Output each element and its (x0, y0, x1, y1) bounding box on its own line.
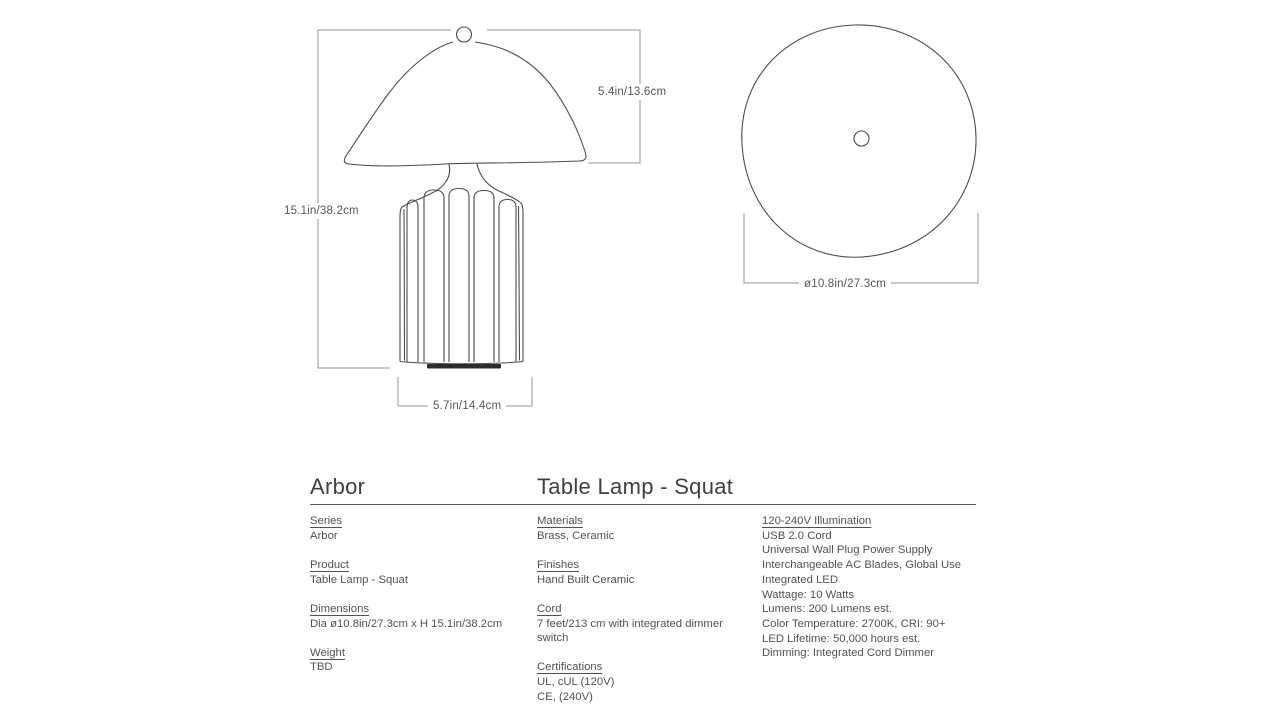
spec-value: Universal Wall Plug Power Supply (762, 544, 933, 557)
spec-value: UL, cUL (120V) (537, 676, 615, 689)
spec-group-illumination (762, 514, 987, 661)
lamp-base-plinth (427, 364, 501, 369)
lamp-neck-left (431, 165, 450, 194)
lamp-neck-right (477, 164, 499, 191)
top-view-shade-outline (742, 25, 976, 257)
spec-label: Dimensions (310, 602, 370, 615)
spec-group-product (310, 558, 532, 587)
spec-column-construction (537, 514, 749, 719)
product-title: Table Lamp - Squat (537, 474, 734, 499)
lamp-top-view (742, 25, 976, 257)
spec-value: Dia ø10.8in/27.3cm x H 15.1in/38.2cm (310, 617, 503, 630)
spec-label: Certifications (537, 661, 603, 674)
spec-value: Dimming: Integrated Cord Dimmer (762, 647, 935, 660)
series-title: Arbor (310, 474, 366, 499)
lamp-finial (457, 27, 472, 42)
spec-group-cord (537, 602, 749, 646)
spec-label: Product (310, 558, 349, 571)
lamp-body-right-inner (519, 206, 520, 361)
spec-label: Weight (310, 646, 345, 659)
lamp-body-left-inner (404, 209, 405, 361)
lamp-flutes (407, 189, 516, 363)
spec-value: Wattage: 10 Watts (762, 588, 855, 601)
spec-value: Hand Built Ceramic (537, 573, 635, 586)
header-divider (310, 504, 976, 505)
spec-label: Finishes (537, 558, 580, 571)
spec-value: Interchangeable AC Blades, Global Use (762, 559, 962, 572)
spec-column-illumination (762, 514, 987, 676)
spec-label: 120-240V Illumination (762, 515, 872, 527)
spec-value: CE, (240V) (537, 690, 593, 703)
spec-group-certifications (537, 660, 749, 704)
spec-label: Materials (537, 515, 583, 527)
dimension-shade-height-label: 5.4in/13.6cm (593, 84, 671, 100)
dimension-base-width-label: 5.7in/14.4cm (428, 398, 506, 414)
spec-value: TBD (310, 661, 333, 674)
spec-group-materials (537, 514, 749, 543)
spec-group-dimensions (310, 602, 532, 631)
dimension-overall-height-label: 15.1in/38.2cm (279, 203, 364, 219)
lamp-shade (344, 42, 586, 166)
lamp-side-view (344, 27, 586, 369)
spec-value: Table Lamp - Squat (310, 573, 408, 586)
spec-value: Arbor (310, 529, 338, 542)
spec-value: LED Lifetime: 50,000 hours est. (762, 632, 921, 645)
dimension-diameter-label: ø10.8in/27.3cm (799, 276, 891, 292)
spec-value: Lumens: 200 Lumens est. (762, 603, 892, 616)
spec-value: Color Temperature: 2700K, CRI: 90+ (762, 617, 946, 630)
spec-group-weight (310, 646, 532, 675)
spec-value: 7 feet/213 cm with integrated dimmer switch (537, 617, 723, 645)
spec-value: Brass, Ceramic (537, 529, 615, 542)
spec-label: Cord (537, 602, 562, 615)
spec-value: USB 2.0 Cord (762, 529, 832, 542)
spec-group-series (310, 514, 532, 543)
spec-group-finishes (537, 558, 749, 587)
spec-label: Series (310, 515, 343, 527)
spec-column-general (310, 514, 532, 690)
spec-value: Integrated LED (762, 573, 838, 586)
